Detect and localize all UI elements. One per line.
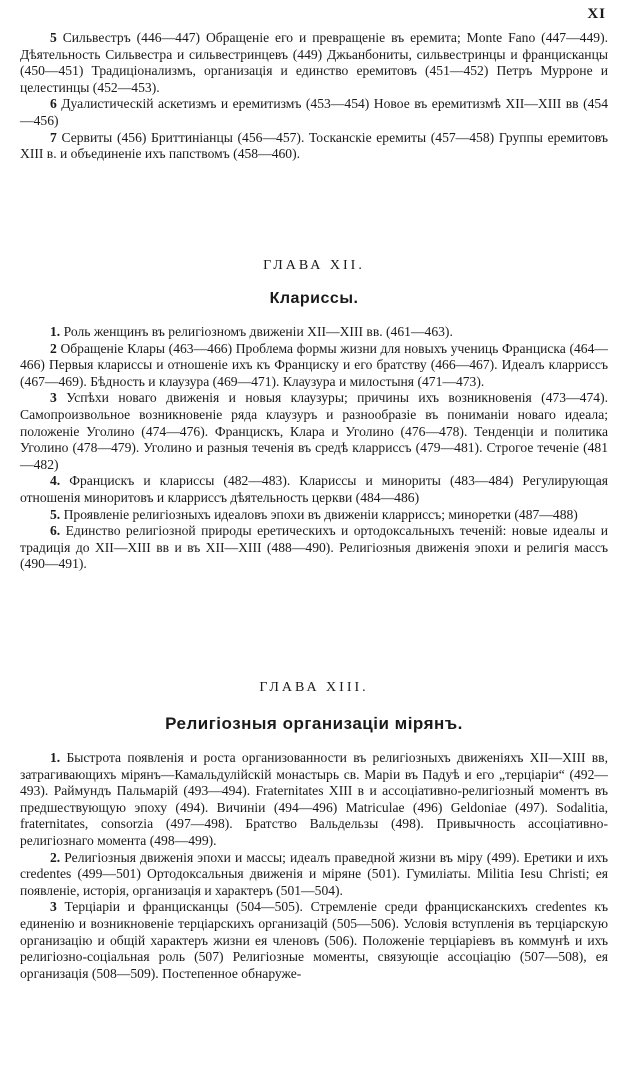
paragraph: 1. Быстрота появленія и роста организованности въ религіозныхъ движеніяхъ XII—XIII вв, затрагивающихъ мірянъ—Камальдулійскій монастырь св. Маріи въ Падуѣ и его „терціаріи“ (492—493). Раймундъ Пальмарій (493—494). Fraternitates XIII в и ассоціативно-религіозный моментъ въ предшествующую эпоху (494). Вичиніи (494—496) Matriculae (496) Geldoniae (497). Sodalitia, fraternitates, consorzia (497—498). Братство Вальдельзы (498). Привычность ассоціативно-религіознаго момента (498—499). <box>20 750 608 848</box>
paragraph: 5 Сильвестръ (446—447) Обращеніе его и превращеніе въ еремита; Monte Fano (447—449). Дѣятельность Сильвестра и сильвестринцевъ (449) Джьанбониты, сильвестринцы и францисканцы (450—451) Традиціонализмъ, организація и единство еремитовъ (451—452) Петръ Мурроне и целестинцы (452—453). <box>20 30 608 95</box>
chapter-13-body <box>20 750 608 982</box>
paragraph: 2 Обращеніе Клары (463—466) Проблема формы жизни для новыхъ учениць Франциска (464—466) Первыя клариссы и отношеніе ихъ къ Франциску и его братству (466—467). Идеалъ кларриссъ (467—469). Бѣдность и клаузура (469—471). Клаузура и милостыня (471—473). <box>20 340 608 389</box>
paragraph: 6 Дуалистическій аскетизмъ и еремитизмъ (453—454) Новое въ еремитизмѣ XII—XIII вв (454—456) <box>20 96 608 128</box>
paragraph: 6. Единство религіозной природы еретическихъ и ортодоксальныхъ теченій: новые идеалы и традиція до XII—XIII вв и въ XII—XIII (488—490). Религіозныя движенія эпохи и религія массъ (490—491). <box>20 523 608 572</box>
chapter-13-title: Религіозныя организаціи мірянъ. <box>165 714 463 733</box>
page-number: XI <box>587 6 606 22</box>
chapter-12-title: Клариссы. <box>269 290 359 307</box>
section-continuation <box>20 30 608 163</box>
paragraph: 5. Проявленіе религіозныхъ идеаловъ эпохи въ движеніи кларриссъ; миноретки (487—488) <box>50 506 578 522</box>
paragraph: 7 Сервиты (456) Бриттиніанцы (456—457). Тосканскіе еремиты (457—458) Группы еремитовъ XIII в. и объединеніе ихъ папствомъ (458—460). <box>20 129 608 162</box>
paragraph: 1. Роль женщинъ въ религіозномъ движеніи XII—XIII вв. (461—463). <box>50 324 453 339</box>
paragraph: 3 Успѣхи новаго движенія и новыя клаузуры; причины ихъ возникновенія (473—474). Самопроизвольное возникновеніе ряда клаузуръ и разнообразіе въ пониманіи новаго идеала; положеніе Уголино (474—476). Францискъ, Клара и Уголино (476—478). Тенденціи и политика Уголино (478—479). Уголино и разныя теченія въ средѣ кларриссъ (479—481). Строгое теченіе (481—482) <box>20 390 608 472</box>
chapter-13-label: ГЛАВА XIII. <box>259 680 369 695</box>
paragraph: 3 Терціаріи и францисканцы (504—505). Стремленіе среди францисканскихъ credentes къ единенію и возникновеніе терціарскихъ организацій (505—506). Условія вступленія въ терціарскую организацію и общій характеръ жизни ея членовъ (506). Положеніе терціаріевъ въ коммунѣ и ихъ религіозно-соціальная роль (507) Религіозные моменты, связующіе ассоціацію (507—508), ея организація (508—509). Постепенное обнаруже- <box>20 899 608 981</box>
paragraph: 4. Францискъ и клариссы (482—483). Клариссы и минориты (483—484) Регулирующая отношенія миноритовъ и кларриссъ дѣятельность церкви (484—486) <box>20 473 608 505</box>
chapter-12-body <box>20 324 608 573</box>
chapter-12-label: ГЛАВА XII. <box>263 258 365 273</box>
paragraph: 2. Религіозныя движенія эпохи и массы; идеалъ праведной жизни въ міру (499). Еретики и ихъ credentes (499—501) Ортодоксальныя движенія и міряне (501). Гумиліаты. Militia Iesu Christi; ея появленіе, исторія, организація и характеръ (501—504). <box>20 849 608 898</box>
